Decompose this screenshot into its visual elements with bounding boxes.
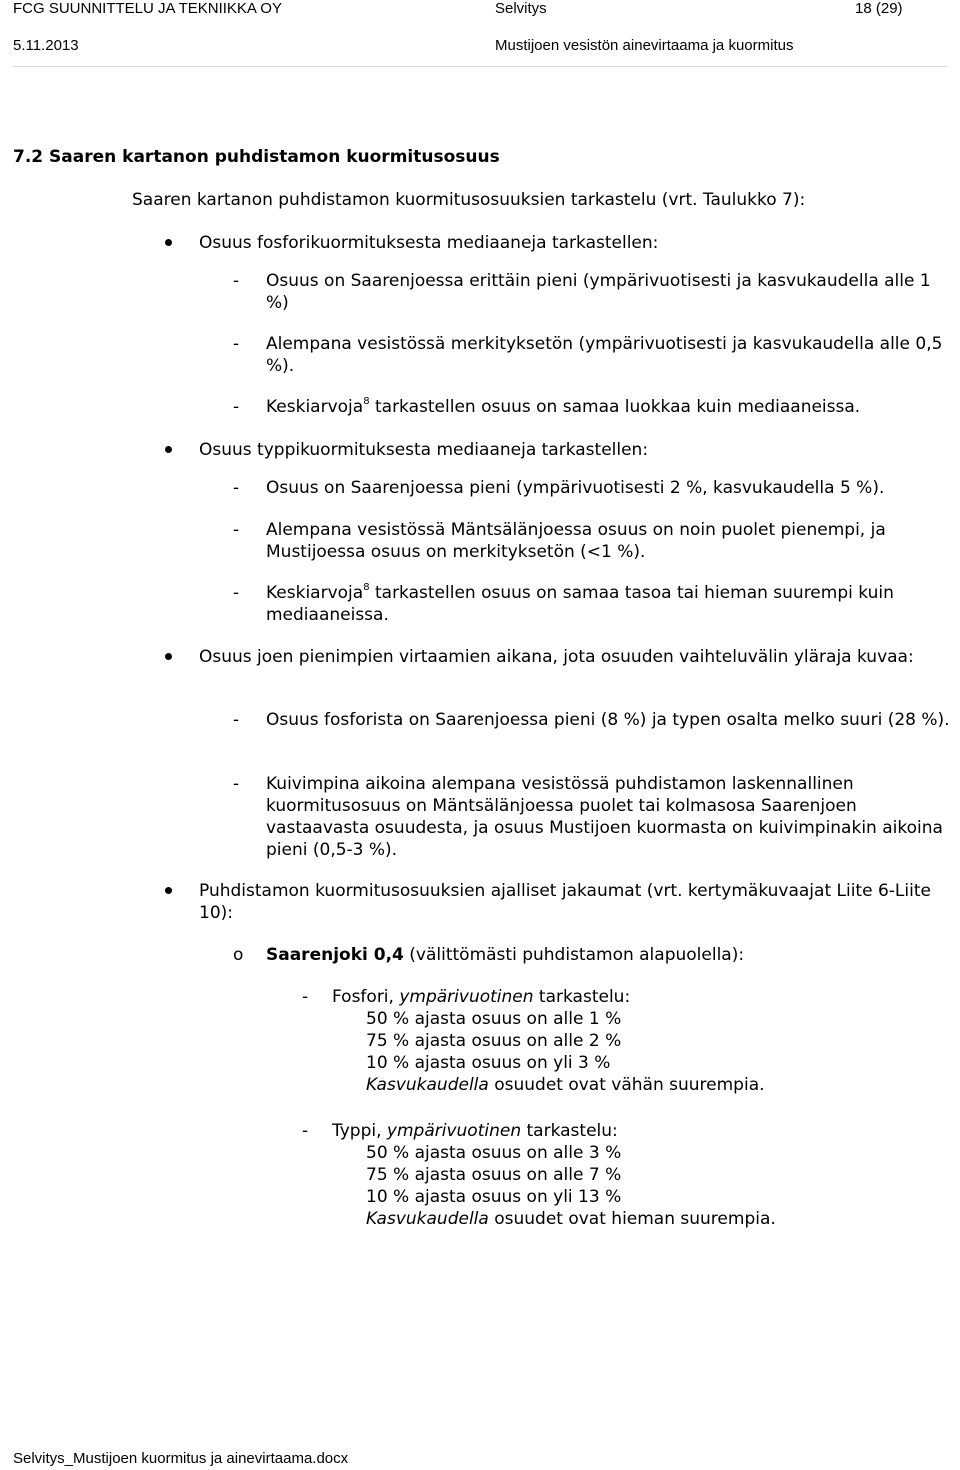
- section-intro: Saaren kartanon puhdistamon kuormitusosuuksien tarkastelu (vrt. Taulukko 7):: [132, 190, 806, 210]
- bullet-2-text: Osuus typpikuormituksesta mediaaneja tarkastellen:: [199, 440, 649, 460]
- dash-icon: -: [233, 583, 240, 603]
- bullet-2-item-3: Keskiarvoja$^8$ tarkastellen osuus on samaa tasoa tai hieman suurempi kuin mediaaneissa.: [266, 582, 894, 625]
- bullet-1-item-3: Keskiarvoja$^8$ tarkastellen osuus on samaa luokkaa kuin mediaaneissa.: [266, 396, 861, 417]
- footer-filename: Selvitys_Mustijoen kuormitus ja ainevirtaama.docx: [13, 1450, 349, 1467]
- bullet-icon: [165, 446, 172, 453]
- header-divider: [13, 66, 947, 67]
- bullet-icon: [165, 653, 172, 660]
- bullet-1-item-1: Osuus on Saarenjoessa erittäin pieni (ympärivuotisesti ja kasvukaudella alle 1 %): [266, 271, 931, 313]
- dash-icon: -: [233, 774, 240, 794]
- group-1-note: Kasvukaudella osuudet ovat vähän suurempia.: [366, 1075, 765, 1095]
- group-1-line-1: 50 % ajasta osuus on alle 1 %: [366, 1009, 622, 1029]
- section-title: 7.2 Saaren kartanon puhdistamon kuormitusosuus: [13, 147, 500, 167]
- header-subject: Mustijoen vesistön ainevirtaama ja kuormitus: [495, 37, 794, 54]
- dash-icon: -: [302, 987, 309, 1007]
- group-1-line-3: 10 % ajasta osuus on yli 3 %: [366, 1053, 611, 1073]
- circle-bullet-icon: o: [233, 945, 244, 965]
- header-company: FCG SUUNNITTELU JA TEKNIIKKA OY: [13, 0, 282, 17]
- dash-icon: -: [233, 334, 240, 354]
- group-2-note: Kasvukaudella osuudet ovat hieman suurempia.: [366, 1209, 776, 1229]
- dash-icon: -: [233, 271, 240, 291]
- group-2-line-1: 50 % ajasta osuus on alle 3 %: [366, 1143, 622, 1163]
- bullet-3-item-2: Kuivimpina aikoina alempana vesistössä puhdistamon laskennallinen kuormitusosuus on Mäntsälänjoessa puolet tai kolmasosa Saarenjoen vastaavasta osuudesta, ja osuus Mustijoen kuormasta on kuivimpinakin aikoina pieni (0,5-3 %).: [266, 774, 943, 860]
- header-date: 5.11.2013: [13, 37, 79, 54]
- bullet-1-item-2: Alempana vesistössä merkityksetön (ympärivuotisesti ja kasvukaudella alle 0,5 %).: [266, 334, 943, 376]
- bullet-icon: [165, 239, 172, 246]
- group-2-line-3: 10 % ajasta osuus on yli 13 %: [366, 1187, 622, 1207]
- bullet-1-text: Osuus fosforikuormituksesta mediaaneja tarkastellen:: [199, 233, 659, 253]
- bullet-2-item-1: Osuus on Saarenjoessa pieni (ympärivuotisesti 2 %, kasvukaudella 5 %).: [266, 478, 885, 498]
- dash-icon: -: [233, 478, 240, 498]
- dash-icon: -: [233, 520, 240, 540]
- group-1-line-2: 75 % ajasta osuus on alle 2 %: [366, 1031, 622, 1051]
- group-2-heading: Typpi, ympärivuotinen tarkastelu:: [332, 1121, 618, 1141]
- bullet-icon: [165, 887, 172, 894]
- bullet-2-item-2: Alempana vesistössä Mäntsälänjoessa osuus on noin puolet pienempi, ja Mustijoessa osuus on merkityksetön (<1 %).: [266, 520, 886, 562]
- bullet-3-text: Osuus joen pienimpien virtaamien aikana, jota osuuden vaihteluvälin yläraja kuvaa:: [199, 647, 914, 667]
- group-1-heading: Fosfori, ympärivuotinen tarkastelu:: [332, 987, 631, 1007]
- sub-item-label: Saarenjoki 0,4 (välittömästi puhdistamon alapuolella):: [266, 945, 745, 965]
- dash-icon: -: [233, 710, 240, 730]
- bullet-4-text: Puhdistamon kuormitusosuuksien ajalliset jakaumat (vrt. kertymäkuvaajat Liite 6-Liite 10):: [199, 881, 931, 923]
- bullet-3-item-1: Osuus fosforista on Saarenjoessa pieni (8 %) ja typen osalta melko suuri (28 %).: [266, 710, 950, 730]
- header-doc-type: Selvitys: [495, 0, 547, 17]
- header-page-number: 18 (29): [855, 0, 903, 17]
- dash-icon: -: [302, 1121, 309, 1141]
- dash-icon: -: [233, 397, 240, 417]
- group-2-line-2: 75 % ajasta osuus on alle 7 %: [366, 1165, 622, 1185]
